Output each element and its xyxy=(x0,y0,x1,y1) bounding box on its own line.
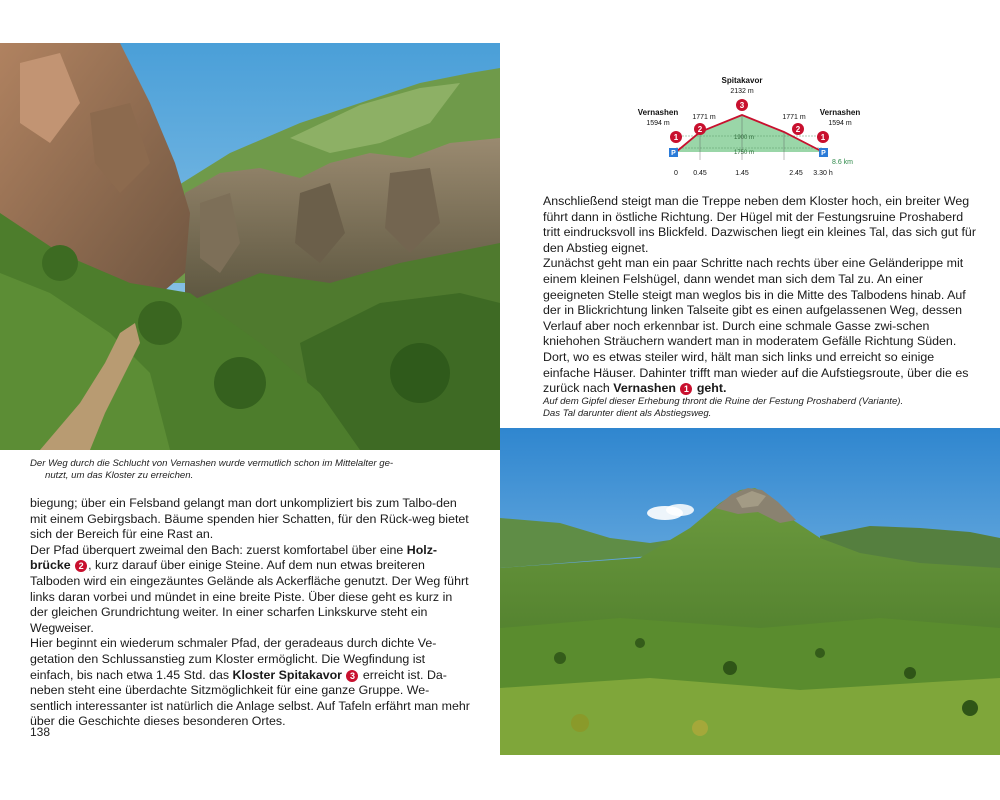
start-badge-number: 1 xyxy=(673,133,679,142)
right-photo-caption xyxy=(543,396,983,420)
distance-label: 8.6 km xyxy=(832,159,854,166)
elevation-profile xyxy=(620,70,880,182)
end-altitude: 1594 m xyxy=(828,120,852,127)
right-p2-text-a: Zunächst geht man ein paar Schritte nach rechts über eine Geländerippe mit einem kleinen Felshügel, dann wendet man sich dem Tal zu. An einer geeigneten Stelle steigt man weglos bis in die Mitte des Talbodens hinab. Auf der in Blickrichtung linken Talseite gibt es einen aufgelassenen Weg, dessen Verlauf aber noch erkennbar ist. Durch eine schmale Gasse zwi-schen kniehohen Sträuchern wandert man in moderatem Gefälle Richtung Süden. Dort, wo es etwas steiler wird, hält man sich links und erreicht so einige einfache Häuser. Dahinter trifft man wieder auf die Aufstiegsroute, über die es zurück nach xyxy=(543,256,969,396)
wp2-right-altitude: 1771 m xyxy=(782,114,806,121)
waypoint-2-badge: 2 xyxy=(75,560,87,572)
left-body-text xyxy=(30,496,470,730)
time-tick-3: 2.45 xyxy=(789,170,803,177)
time-tick-1: 0.45 xyxy=(693,170,707,177)
left-paragraph-3 xyxy=(30,636,470,730)
left-p3-text-a: Hier beginnt ein wiederum schmaler Pfad, der geradeaus durch dichte Ve-getation den Schlussanstieg zum Kloster ermöglicht. Die Wegfindung ist einfach, bis nach etwa 1.45 Std. das xyxy=(30,636,437,682)
right-body-text xyxy=(543,194,983,397)
left-paragraph-2 xyxy=(30,543,470,637)
left-caption-line-1: Der Weg durch die Schlucht von Vernashen wurde vermutlich schon im Mittelalter ge- xyxy=(30,458,394,469)
time-tick-0: 0 xyxy=(674,170,678,177)
left-p2-text-a: Der Pfad überquert zweimal den Bach: zuerst komfortabel über eine xyxy=(30,542,407,557)
parking-label-end: P xyxy=(821,150,826,157)
wp2-right-badge-number: 2 xyxy=(795,125,801,134)
grid-label-lower: 1750 m xyxy=(733,150,755,156)
right-paragraph-2 xyxy=(543,256,983,396)
wp2-left-altitude: 1771 m xyxy=(692,114,716,121)
kloster-spitakavor-highlight: Kloster Spitakavor xyxy=(232,667,343,682)
parking-label-start: P xyxy=(671,150,676,157)
waypoint-3-badge: 3 xyxy=(346,670,358,682)
right-caption-line-2: Das Tal darunter dient als Abstiegsweg. xyxy=(543,408,712,419)
left-photo-caption xyxy=(30,458,475,482)
start-name: Vernashen xyxy=(637,108,679,117)
summit-name: Spitakavor xyxy=(721,76,763,85)
left-paragraph-1: biegung; über ein Felsband gelangt man dort unkompliziert bis zum Talbo-den mit einem Gebirgsbach. Bäume spenden hier Schatten, für den Rück-weg bietet sich der Bereich für eine Rast an. xyxy=(30,496,469,542)
page-number: 138 xyxy=(30,725,51,739)
right-caption-line-1: Auf dem Gipfel dieser Erhebung thront die Ruine der Festung Proshaberd (Variante). xyxy=(543,396,904,407)
proshaberd-hill-photo xyxy=(500,428,1000,755)
end-name: Vernashen xyxy=(819,108,861,117)
left-p3-text-b: erreicht ist. Da-neben steht eine überdachte Sitzmöglichkeit für eine ganze Gruppe. We-sentlich interessanter ist natürlich die Anlage selbst. Auf Tafeln erfährt man mehr über die Geschichte dieses besonderen Ortes. xyxy=(30,667,470,729)
right-p2-text-b: geht. xyxy=(693,381,727,396)
holzbruecke-highlight: Holz-brücke xyxy=(30,542,438,573)
end-badge-number: 1 xyxy=(820,133,826,142)
start-altitude: 1594 m xyxy=(646,120,670,127)
time-tick-4: 3.30 h xyxy=(813,170,833,177)
grid-label-upper: 1900 m xyxy=(733,135,755,141)
vernashen-highlight: Vernashen xyxy=(613,381,676,396)
wp2-left-badge-number: 2 xyxy=(697,125,703,134)
summit-badge-number: 3 xyxy=(739,101,745,110)
time-tick-2: 1.45 xyxy=(735,170,749,177)
summit-altitude: 2132 m xyxy=(730,88,754,95)
left-caption-line-2: nutzt, um das Kloster zu erreichen. xyxy=(45,470,194,481)
gorge-photo xyxy=(0,43,500,450)
left-p2-text-b: , kurz darauf über einige Steine. Auf dem nun etwas breiteren Talboden wird ein eingezäuntes Gelände als Ackerfläche genutzt. Der Weg führt links daran vorbei und mündet in eine breite Piste. Über diese geht es kurz in der gleichen Grundrichtung weiter. In einer scharfen Linkskurve steht ein Wegweiser. xyxy=(30,558,469,635)
waypoint-1-badge: 1 xyxy=(680,383,692,395)
right-paragraph-1: Anschließend steigt man die Treppe neben dem Kloster hoch, ein breiter Weg führt dann in östliche Richtung. Der Hügel mit der Festungsruine Proshaberd tritt eindrucksvoll ins Blickfeld. Dazwischen liegt ein kleines Tal, das sich gut für den Abstieg eignet. xyxy=(543,194,976,255)
